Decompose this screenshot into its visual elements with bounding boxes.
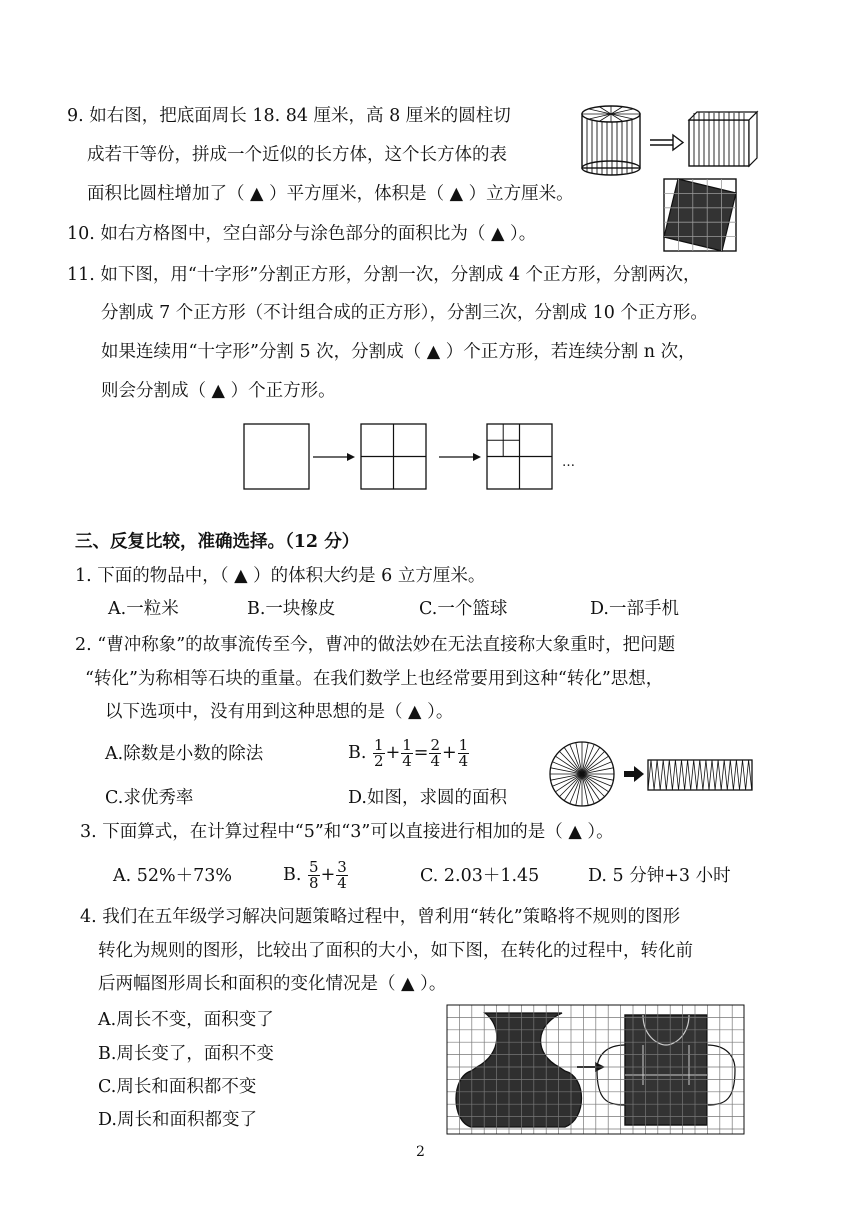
page-number: 2: [416, 1144, 425, 1160]
s3q1-option-c: C.一个篮球: [419, 599, 508, 619]
s3q2-line-1: 2. “曹冲称象”的故事流传至今，曹冲的做法妙在无法直接称大象重时，把问题: [75, 635, 676, 655]
s3q3-option-a: A. 52%＋73%: [113, 866, 233, 886]
right-arrow-icon: [624, 766, 644, 782]
right-arrow-icon: [650, 135, 683, 150]
s3q4-option-a: A.周长不变，面积变了: [98, 1010, 274, 1030]
fraction: $\frac{3}{4}$: [337, 858, 347, 892]
s3q4-line-3: 后两幅图形周长和面积的变化情况是（ ▲ ）。: [98, 974, 447, 994]
s3q2-option-b: B. $\frac{1}{2}$ + $\frac{1}{4}$ = $\frac{2}{4}$ + $\frac{1}{4}$: [348, 736, 469, 770]
s3q3-stem: 3. 下面算式，在计算过程中“5”和“3”可以直接进行相加的是（ ▲ ）。: [80, 822, 614, 842]
s3q2-option-d: D.如图，求圆的面积: [348, 788, 507, 808]
cuboid-shape: [689, 112, 757, 166]
circle-to-rectangle-figure: [548, 740, 758, 810]
q10-grid-figure: [663, 178, 739, 254]
fraction: $\frac{2}{4}$: [430, 736, 440, 770]
cross-division-figure: [243, 423, 573, 493]
fraction: $\frac{1}{4}$: [402, 736, 412, 770]
cylinder-to-cuboid-figure: [577, 98, 767, 178]
s3q4-line-1: 4. 我们在五年级学习解决问题策略过程中，曾利用“转化”策略将不规则的图形: [80, 907, 681, 927]
s3q4-line-2: 转化为规则的图形，比较出了面积的大小，如下图，在转化的过程中，转化前: [98, 941, 693, 961]
figure-ellipsis: …: [562, 455, 575, 470]
s3q4-option-c: C.周长和面积都不变: [98, 1077, 257, 1097]
q11-line-2: 分割成 7 个正方形（不计组合成的正方形），分割三次，分割成 10 个正方形。: [101, 303, 708, 323]
s3q3-option-d: D. 5 分钟+3 小时: [588, 866, 731, 886]
s3q2-line-3: 以下选项中，没有用到这种思想的是（ ▲ ）。: [105, 702, 454, 722]
s3q3-option-b: B. $\frac{5}{8}$ + $\frac{3}{4}$: [283, 858, 347, 892]
shape-transformation-grid-figure: [447, 1005, 745, 1135]
s3q1-option-b: B.一块橡皮: [247, 599, 336, 619]
s3q3-option-c: C. 2.03＋1.45: [420, 866, 540, 886]
fraction: $\frac{5}{8}$: [309, 858, 319, 892]
q11-line-4: 则会分割成（ ▲ ）个正方形。: [101, 381, 336, 401]
s3q4-option-b: B.周长变了，面积不变: [98, 1044, 274, 1064]
fraction: $\frac{1}{4}$: [458, 736, 469, 770]
s3q2-option-c: C.求优秀率: [105, 788, 194, 808]
s3q1-stem: 1. 下面的物品中，（ ▲ ）的体积大约是 6 立方厘米。: [75, 566, 486, 586]
cylinder-shape: [582, 106, 640, 175]
q9-line-2: 成若干等份，拼成一个近似的长方体，这个长方体的表: [87, 145, 507, 165]
s3q2-option-a: A.除数是小数的除法: [105, 744, 264, 764]
q11-line-1: 11. 如下图，用“十字形”分割正方形，分割一次，分割成 4 个正方形，分割两次，: [67, 265, 701, 285]
right-arrow-icon: [439, 453, 481, 461]
s3q2-option-b-label: B.: [348, 743, 367, 763]
right-arrow-icon: [313, 453, 355, 461]
s3q2-line-2: “转化”为称相等石块的重量。在我们数学上也经常要用到这种“转化”思想，: [85, 669, 664, 689]
section-3-title: 三、反复比较，准确选择。（12 分）: [75, 532, 360, 552]
s3q4-option-d: D.周长和面积都变了: [98, 1110, 257, 1130]
sectored-circle-shape: [550, 742, 614, 806]
q11-line-3: 如果连续用“十字形”分割 5 次，分割成（ ▲ ）个正方形，若连续分割 n 次，: [101, 342, 696, 362]
fraction: $\frac{1}{2}$: [374, 736, 384, 770]
q9-line-1: 9. 如右图，把底面周长 18. 84 厘米，高 8 厘米的圆柱切: [67, 106, 511, 126]
q9-line-3: 面积比圆柱增加了（ ▲ ）平方厘米，体积是（ ▲ ）立方厘米。: [87, 184, 574, 204]
parallelogram-approximation-shape: [648, 760, 752, 790]
s3q1-option-a: A.一粒米: [108, 599, 179, 619]
q10-line-1: 10. 如右方格图中，空白部分与涂色部分的面积比为（ ▲ ）。: [67, 224, 537, 244]
s3q1-option-d: D.一部手机: [590, 599, 679, 619]
